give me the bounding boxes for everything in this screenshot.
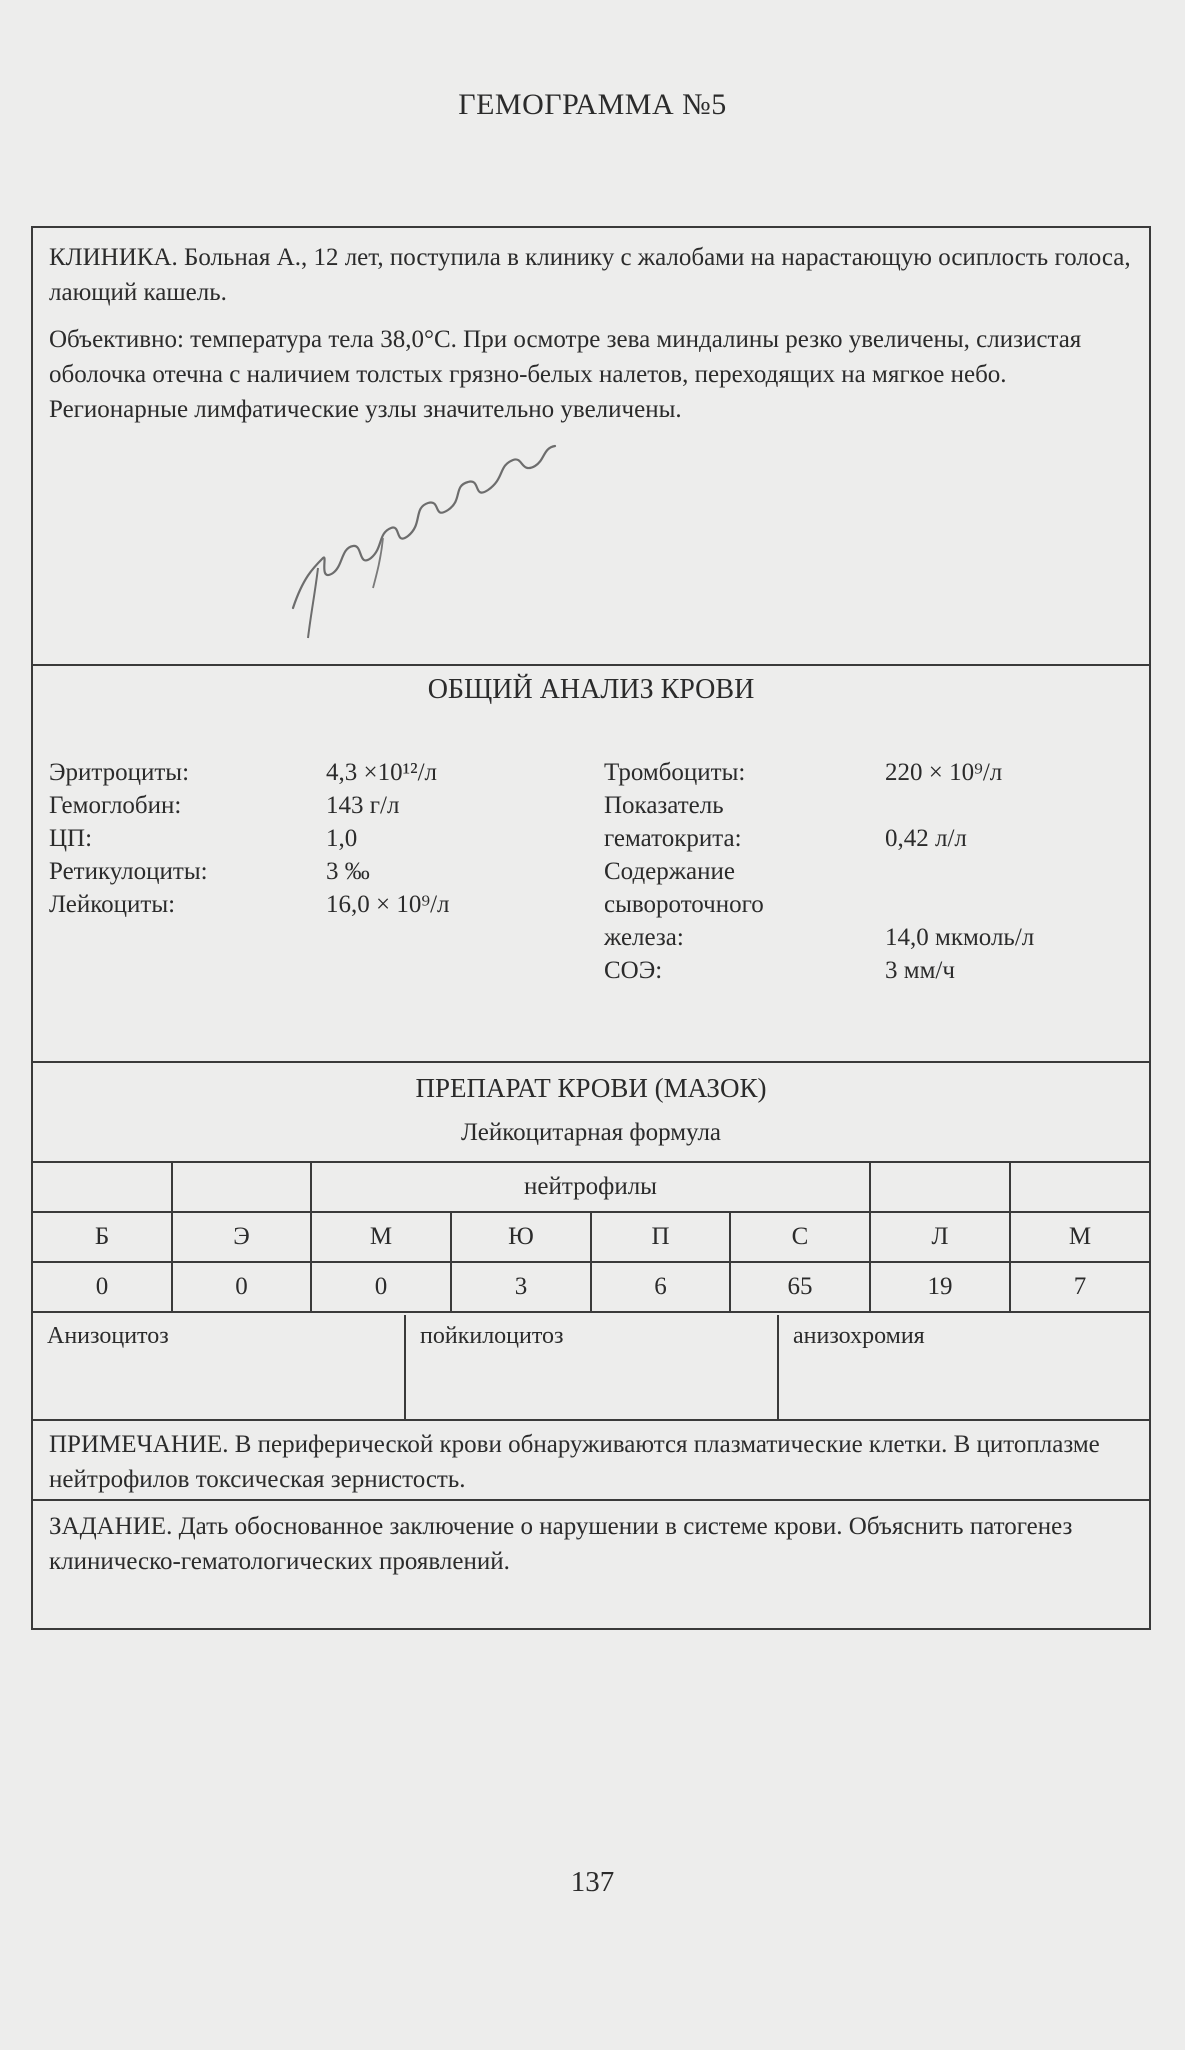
table-cell: 3 [451, 1262, 591, 1312]
formula-title: Лейкоцитарная формула [460, 1119, 722, 1146]
table-header-row [33, 1162, 1149, 1212]
column-header: М [311, 1212, 451, 1262]
retic-label: Ретикулоциты: [49, 858, 208, 885]
iron-label-line2: сывороточного [604, 891, 764, 918]
wbc-value: 16,0 × 10⁹/л [326, 891, 450, 918]
iron-label-line1: Содержание [604, 858, 735, 885]
table-cell [172, 1162, 311, 1212]
anisochromia-cell: анизохромия [793, 1323, 925, 1349]
cbc-section [33, 664, 1149, 1061]
table-cell [1010, 1162, 1149, 1212]
page-number: 137 [570, 1866, 615, 1898]
iron-label-line3: железа: [604, 924, 684, 951]
table-cell [870, 1162, 1010, 1212]
table-cell [33, 1162, 172, 1212]
clinic-paragraph-2: Объективно: температура тела 38,0°С. При осмотре зева миндалины резко увеличены, слизистая оболочка отечна с наличием толстых грязно-белых налетов, переходящих на мягкое небо. Регионарные лимфатические узлы значительно увеличены. [49, 326, 1082, 423]
clinic-paragraph-1: КЛИНИКА. Больная А., 12 лет, поступила в клинику с жалобами на нарастающую осиплость голоса, лающий кашель. [49, 244, 1131, 306]
clinic-section [33, 228, 1149, 664]
table-cell: 0 [311, 1262, 451, 1312]
table-row [33, 1262, 1149, 1312]
plt-value: 220 × 10⁹/л [885, 759, 1003, 786]
column-header: С [730, 1212, 870, 1262]
neutrophils-header: нейтрофилы [311, 1162, 870, 1212]
table-cell: 0 [172, 1262, 311, 1312]
table-cell: 19 [870, 1262, 1010, 1312]
table-cell: 65 [730, 1262, 870, 1312]
leukocyte-formula-table [33, 1161, 1149, 1313]
esr-value: 3 мм/ч [885, 957, 955, 984]
plt-label: Тромбоциты: [604, 759, 746, 786]
task-section [33, 1499, 1149, 1630]
hgb-label: Гемоглобин: [49, 792, 182, 819]
table-cell: 6 [591, 1262, 730, 1312]
page-title: ГЕМОГРАММА №5 [458, 88, 727, 121]
wbc-label: Лейкоциты: [49, 891, 176, 918]
iron-value: 14,0 мкмоль/л [885, 924, 1035, 951]
poikilocytosis-cell: пойкилоцитоз [420, 1323, 564, 1349]
hemogram-frame [31, 226, 1151, 1630]
smear-section [33, 1061, 1149, 1419]
column-header: Ю [451, 1212, 591, 1262]
cbc-title: ОБЩИЙ АНАЛИЗ КРОВИ [427, 674, 755, 705]
hct-value: 0,42 л/л [885, 825, 967, 852]
rbc-label: Эритроциты: [49, 759, 190, 786]
column-header: Э [172, 1212, 311, 1262]
handwritten-annotation [273, 408, 573, 648]
rbc-value: 4,3 ×10¹²/л [326, 759, 438, 786]
smear-title: ПРЕПАРАТ КРОВИ (МАЗОК) [415, 1073, 767, 1103]
hct-label-line1: Показатель [604, 792, 724, 819]
hgb-value: 143 г/л [326, 792, 400, 819]
column-header: Б [33, 1212, 172, 1262]
hct-label-line2: гематокрита: [604, 825, 742, 852]
esr-label: СОЭ: [604, 957, 663, 984]
ci-value: 1,0 [326, 825, 358, 852]
column-header: П [591, 1212, 730, 1262]
column-header: Л [870, 1212, 1010, 1262]
task-text: ЗАДАНИЕ. Дать обоснованное заключение о нарушении в системе крови. Объяснить патогенез клиническо-гематологических проявлений. [49, 1513, 1073, 1575]
ci-label: ЦП: [49, 825, 93, 852]
note-text: ПРИМЕЧАНИЕ. В периферической крови обнаруживаются плазматические клетки. В цитоплазме нейтрофилов токсическая зернистость. [49, 1431, 1100, 1493]
table-cell: 7 [1010, 1262, 1149, 1312]
table-cell: 0 [33, 1262, 172, 1312]
anisocytosis-cell: Анизоцитоз [47, 1323, 169, 1349]
column-header: М [1010, 1212, 1149, 1262]
note-section [33, 1419, 1149, 1499]
table-row [33, 1212, 1149, 1262]
retic-value: 3 ‰ [326, 858, 370, 885]
